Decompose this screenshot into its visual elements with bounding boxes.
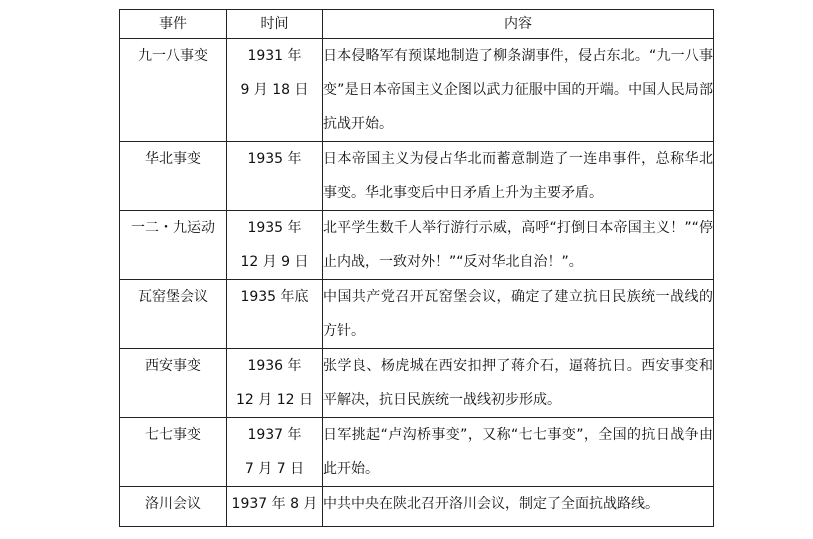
table-row (120, 39, 714, 142)
content-cell: 日本侵略军有预谋地制造了柳条湖事件，侵占东北。“九一八事变”是日本帝国主义企图以武力征服中国的开端。中国人民局部抗战开始。 (323, 39, 714, 142)
event-cell: 西安事变 (120, 349, 227, 418)
time-year: 1931 年 (247, 48, 302, 64)
time-year: 1935 年底 (240, 289, 309, 305)
history-events-table (119, 9, 714, 527)
event-cell: 九一八事变 (120, 39, 227, 142)
time-date: 7 月 7 日 (244, 461, 305, 477)
content-cell: 张学良、杨虎城在西安扣押了蒋介石，逼蒋抗日。西安事变和平解决，抗日民族统一战线初步形成。 (323, 349, 714, 418)
time-cell (227, 349, 323, 418)
table-edge-mark (713, 41, 714, 57)
table-row (120, 349, 714, 418)
time-cell (227, 280, 323, 349)
time-date: 12 月 9 日 (240, 254, 309, 270)
event-cell: 洛川会议 (120, 487, 227, 527)
time-cell (227, 211, 323, 280)
time-cell (227, 142, 323, 211)
event-cell: 一二・九运动 (120, 211, 227, 280)
content-cell: 日军挑起“卢沟桥事变”，又称“七七事变”，全国的抗日战争由此开始。 (323, 418, 714, 487)
table-row (120, 280, 714, 349)
time-year: 1936 年 (247, 358, 302, 374)
content-cell: 中共中央在陕北召开洛川会议，制定了全面抗战路线。 (323, 487, 714, 527)
header-time: 时间 (227, 10, 323, 39)
content-cell: 日本帝国主义为侵占华北而蓄意制造了一连串事件，总称华北事变。华北事变后中日矛盾上升为主要矛盾。 (323, 142, 714, 211)
table-row (120, 418, 714, 487)
table-row (120, 142, 714, 211)
content-cell: 中国共产党召开瓦窑堡会议，确定了建立抗日民族统一战线的方针。 (323, 280, 714, 349)
event-cell: 七七事变 (120, 418, 227, 487)
time-year: 1935 年 (247, 151, 302, 167)
header-content: 内容 (323, 10, 714, 39)
time-cell (227, 418, 323, 487)
time-year: 1937 年 8 月 (231, 496, 318, 512)
time-date: 12 月 12 日 (236, 392, 313, 408)
event-cell: 瓦窑堡会议 (120, 280, 227, 349)
table-row (120, 487, 714, 527)
time-year: 1935 年 (247, 220, 302, 236)
time-year: 1937 年 (247, 427, 302, 443)
time-cell (227, 39, 323, 142)
time-date: 9 月 18 日 (240, 82, 309, 98)
content-cell: 北平学生数千人举行游行示威，高呼“打倒日本帝国主义！”“停止内战，一致对外！”“反对华北自治！”。 (323, 211, 714, 280)
time-cell (227, 487, 323, 527)
header-event: 事件 (120, 10, 227, 39)
table-header-row (120, 10, 714, 39)
event-cell: 华北事变 (120, 142, 227, 211)
table-row (120, 211, 714, 280)
